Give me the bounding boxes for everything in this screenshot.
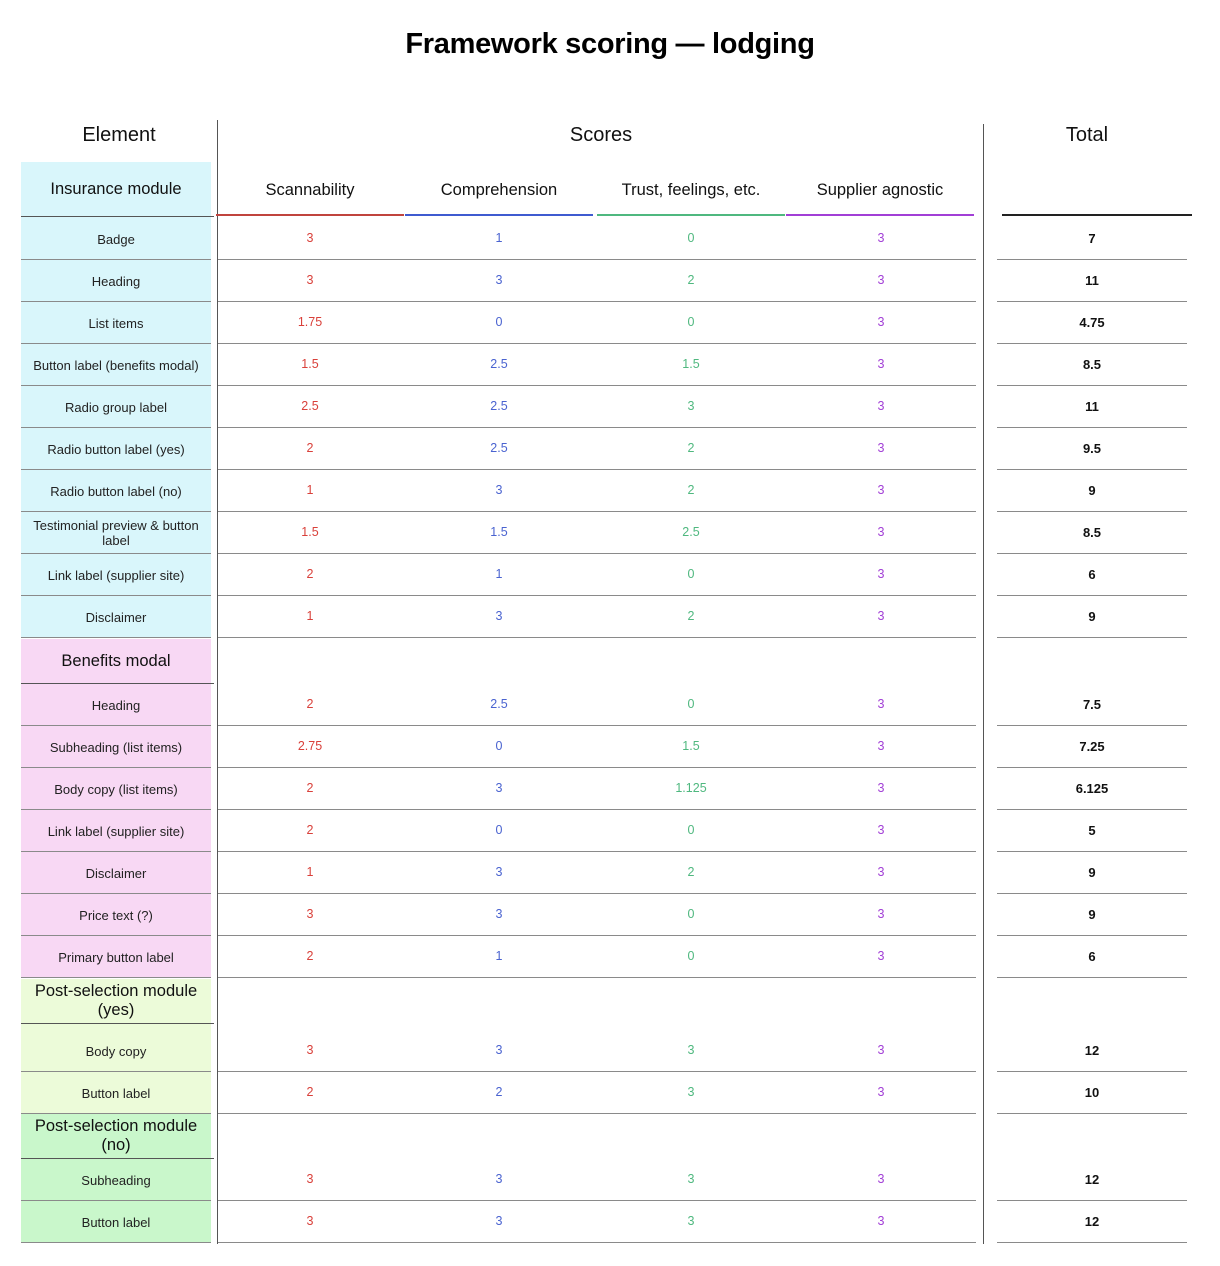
- total-value: 9.5: [1082, 441, 1102, 456]
- row-divider: [997, 1113, 1187, 1114]
- section-title-rule: [21, 216, 214, 217]
- score-supplier-agnostic: 3: [877, 483, 885, 497]
- score-trust-feelings-etc: 2.5: [682, 525, 700, 539]
- row-divider: [218, 725, 976, 726]
- score-comprehension: 2.5: [490, 441, 508, 455]
- score-trust-feelings-etc: 1.125: [675, 781, 707, 795]
- score-scannability: 2: [306, 823, 314, 837]
- score-trust-feelings-etc: 3: [687, 1172, 695, 1186]
- score-scannability: 3: [306, 1214, 314, 1228]
- element-label: Subheading: [81, 1172, 151, 1188]
- total-value: 5: [1088, 823, 1096, 838]
- divider-element-scores: [217, 120, 218, 1244]
- score-scannability: 1.5: [301, 357, 319, 371]
- score-trust-feelings-etc: 2: [687, 441, 695, 455]
- row-divider: [218, 1113, 976, 1114]
- score-trust-feelings-etc: 3: [687, 399, 695, 413]
- score-scannability: 2: [306, 567, 314, 581]
- total-value: 11: [1085, 273, 1099, 288]
- score-trust-feelings-etc: 0: [687, 231, 695, 245]
- element-label: Primary button label: [58, 949, 174, 965]
- row-divider: [997, 1200, 1187, 1201]
- score-comprehension: 1.5: [490, 525, 508, 539]
- row-divider: [997, 977, 1187, 978]
- row-divider: [218, 935, 976, 936]
- row-divider: [218, 1071, 976, 1072]
- element-label: Button label (benefits modal): [33, 357, 199, 373]
- score-supplier-agnostic: 3: [877, 441, 885, 455]
- score-trust-feelings-etc: 0: [687, 567, 695, 581]
- score-supplier-agnostic: 3: [877, 315, 885, 329]
- score-supplier-agnostic: 3: [877, 567, 885, 581]
- row-divider: [997, 935, 1187, 936]
- score-comprehension: 3: [495, 1172, 503, 1186]
- score-comprehension: 3: [495, 1214, 503, 1228]
- row-divider: [997, 851, 1187, 852]
- score-scannability: 3: [306, 273, 314, 287]
- score-supplier-agnostic: 3: [877, 823, 885, 837]
- total-value: 12: [1084, 1172, 1100, 1187]
- total-value: 9: [1088, 907, 1096, 922]
- row-divider: [218, 1200, 976, 1201]
- score-supplier-agnostic: 3: [877, 1085, 885, 1099]
- element-label: Disclaimer: [85, 865, 147, 881]
- element-label: Radio button label (yes): [47, 441, 185, 457]
- column-rule-total: [1002, 214, 1192, 216]
- score-trust-feelings-etc: 0: [687, 907, 695, 921]
- total-value: 6: [1088, 949, 1096, 964]
- score-trust-feelings-etc: 0: [687, 823, 695, 837]
- row-divider: [21, 637, 211, 638]
- score-scannability: 1: [306, 483, 314, 497]
- score-trust-feelings-etc: 3: [687, 1085, 695, 1099]
- score-supplier-agnostic: 3: [877, 609, 885, 623]
- row-divider: [997, 809, 1187, 810]
- score-supplier-agnostic: 3: [877, 1214, 885, 1228]
- score-supplier-agnostic: 3: [877, 399, 885, 413]
- score-comprehension: 3: [495, 865, 503, 879]
- total-value: 9: [1088, 483, 1096, 498]
- row-divider: [997, 725, 1187, 726]
- column-rule-supplier-agnostic: [786, 214, 974, 216]
- score-supplier-agnostic: 3: [877, 907, 885, 921]
- column-header-scannability: Scannability: [265, 180, 355, 199]
- row-divider: [218, 343, 976, 344]
- scores-header: Scores: [569, 124, 633, 146]
- score-comprehension: 0: [495, 823, 503, 837]
- row-divider: [21, 977, 211, 978]
- element-label: Link label (supplier site): [47, 567, 185, 583]
- score-comprehension: 0: [495, 739, 503, 753]
- score-scannability: 2.75: [297, 739, 323, 753]
- row-divider: [218, 893, 976, 894]
- total-value: 6.125: [1075, 781, 1109, 796]
- total-value: 12: [1084, 1043, 1100, 1058]
- score-scannability: 1.5: [301, 525, 319, 539]
- element-label: List items: [88, 315, 144, 331]
- score-trust-feelings-etc: 3: [687, 1043, 695, 1057]
- score-comprehension: 0: [495, 315, 503, 329]
- row-divider: [218, 1242, 976, 1243]
- score-supplier-agnostic: 3: [877, 697, 885, 711]
- score-supplier-agnostic: 3: [877, 231, 885, 245]
- score-supplier-agnostic: 3: [877, 357, 885, 371]
- element-header: Element: [82, 124, 156, 146]
- row-divider: [997, 595, 1187, 596]
- row-divider: [997, 343, 1187, 344]
- element-label: Subheading (list items): [49, 739, 183, 755]
- row-divider: [997, 511, 1187, 512]
- element-label: Radio group label: [65, 399, 167, 415]
- score-scannability: 1: [306, 609, 314, 623]
- row-divider: [218, 301, 976, 302]
- score-trust-feelings-etc: 0: [687, 697, 695, 711]
- score-comprehension: 1: [495, 567, 503, 581]
- row-divider: [218, 977, 976, 978]
- total-value: 10: [1084, 1085, 1100, 1100]
- row-divider: [997, 301, 1187, 302]
- score-scannability: 2.5: [301, 399, 319, 413]
- row-divider: [218, 809, 976, 810]
- score-scannability: 2: [306, 697, 314, 711]
- column-header-comprehension: Comprehension: [440, 180, 558, 199]
- row-divider: [218, 851, 976, 852]
- section-title-post-selection-module-yes: Post-selection module (yes): [34, 982, 198, 1019]
- total-value: 12: [1084, 1214, 1100, 1229]
- row-divider: [218, 427, 976, 428]
- score-trust-feelings-etc: 1.5: [682, 739, 700, 753]
- score-supplier-agnostic: 3: [877, 949, 885, 963]
- row-divider: [218, 385, 976, 386]
- element-label: Badge: [97, 231, 135, 247]
- row-divider: [218, 553, 976, 554]
- section-title-rule: [21, 1023, 214, 1024]
- column-rule-scannability: [216, 214, 404, 216]
- element-label: Testimonial preview & button label: [33, 518, 199, 548]
- score-trust-feelings-etc: 2: [687, 865, 695, 879]
- column-rule-comprehension: [405, 214, 593, 216]
- total-value: 8.5: [1082, 357, 1102, 372]
- score-comprehension: 3: [495, 273, 503, 287]
- row-divider: [997, 553, 1187, 554]
- section-title-benefits-modal: Benefits modal: [61, 651, 171, 670]
- score-comprehension: 2.5: [490, 399, 508, 413]
- score-comprehension: 3: [495, 907, 503, 921]
- score-scannability: 3: [306, 907, 314, 921]
- element-label: Heading: [91, 697, 141, 713]
- total-value: 11: [1085, 399, 1099, 414]
- total-value: 7.25: [1079, 739, 1105, 754]
- element-label: Body copy (list items): [54, 781, 178, 797]
- score-scannability: 3: [306, 1172, 314, 1186]
- page-title: Framework scoring — lodging: [405, 28, 815, 60]
- total-value: 9: [1088, 609, 1096, 624]
- section-title-insurance-module: Insurance module: [50, 179, 182, 198]
- total-header: Total: [1065, 124, 1109, 146]
- row-divider: [218, 595, 976, 596]
- element-label: Button label: [81, 1214, 151, 1230]
- score-trust-feelings-etc: 2: [687, 609, 695, 623]
- divider-scores-total: [983, 124, 984, 1244]
- row-divider: [997, 1242, 1187, 1243]
- element-label: Body copy: [85, 1043, 147, 1059]
- element-label: Heading: [91, 273, 141, 289]
- score-trust-feelings-etc: 0: [687, 315, 695, 329]
- score-scannability: 2: [306, 1085, 314, 1099]
- element-label: Disclaimer: [85, 609, 147, 625]
- score-trust-feelings-etc: 1.5: [682, 357, 700, 371]
- row-divider: [997, 385, 1187, 386]
- score-scannability: 3: [306, 231, 314, 245]
- score-trust-feelings-etc: 0: [687, 949, 695, 963]
- score-supplier-agnostic: 3: [877, 1172, 885, 1186]
- score-trust-feelings-etc: 2: [687, 483, 695, 497]
- score-scannability: 2: [306, 441, 314, 455]
- element-label: Price text (?): [79, 907, 153, 923]
- column-rule-trust: [597, 214, 785, 216]
- total-value: 6: [1088, 567, 1096, 582]
- total-value: 8.5: [1082, 525, 1102, 540]
- row-divider: [997, 893, 1187, 894]
- row-divider: [997, 427, 1187, 428]
- score-supplier-agnostic: 3: [877, 781, 885, 795]
- row-divider: [21, 1242, 211, 1243]
- score-scannability: 1: [306, 865, 314, 879]
- row-divider: [997, 1071, 1187, 1072]
- row-divider: [997, 767, 1187, 768]
- score-trust-feelings-etc: 3: [687, 1214, 695, 1228]
- row-divider: [218, 259, 976, 260]
- score-comprehension: 1: [495, 231, 503, 245]
- column-header-supplier-agnostic: Supplier agnostic: [816, 180, 944, 199]
- element-label: Link label (supplier site): [47, 823, 185, 839]
- score-comprehension: 3: [495, 609, 503, 623]
- section-title-post-selection-module-no: Post-selection module (no): [34, 1117, 198, 1154]
- score-supplier-agnostic: 3: [877, 739, 885, 753]
- row-divider: [997, 637, 1187, 638]
- score-supplier-agnostic: 3: [877, 525, 885, 539]
- row-divider: [218, 511, 976, 512]
- element-label: Button label: [81, 1085, 151, 1101]
- score-comprehension: 2.5: [490, 697, 508, 711]
- total-value: 4.75: [1079, 315, 1105, 330]
- score-supplier-agnostic: 3: [877, 865, 885, 879]
- row-divider: [218, 469, 976, 470]
- row-divider: [218, 767, 976, 768]
- score-scannability: 2: [306, 781, 314, 795]
- row-divider: [997, 469, 1187, 470]
- score-comprehension: 3: [495, 1043, 503, 1057]
- score-scannability: 3: [306, 1043, 314, 1057]
- score-supplier-agnostic: 3: [877, 1043, 885, 1057]
- score-trust-feelings-etc: 2: [687, 273, 695, 287]
- total-value: 7: [1088, 231, 1096, 246]
- score-comprehension: 2.5: [490, 357, 508, 371]
- column-header-trust: Trust, feelings, etc.: [621, 180, 761, 199]
- score-comprehension: 2: [495, 1085, 503, 1099]
- score-scannability: 2: [306, 949, 314, 963]
- total-value: 7.5: [1082, 697, 1102, 712]
- score-comprehension: 1: [495, 949, 503, 963]
- score-comprehension: 3: [495, 781, 503, 795]
- total-value: 9: [1088, 865, 1096, 880]
- score-comprehension: 3: [495, 483, 503, 497]
- row-divider: [997, 259, 1187, 260]
- score-supplier-agnostic: 3: [877, 273, 885, 287]
- score-scannability: 1.75: [297, 315, 323, 329]
- row-divider: [218, 637, 976, 638]
- element-label: Radio button label (no): [50, 483, 182, 499]
